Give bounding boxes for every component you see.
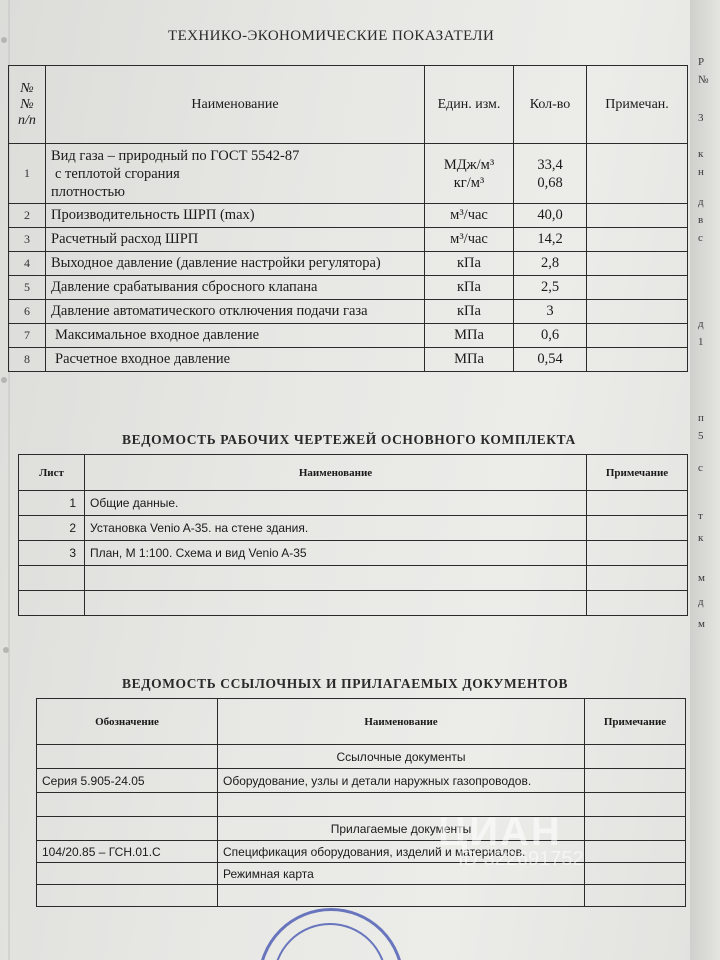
row-name: Режимная карта [218, 863, 585, 885]
row-note [587, 566, 688, 591]
company-stamp [258, 908, 404, 960]
header-name: Наименование [46, 66, 425, 144]
table-row [9, 324, 688, 348]
edge-char: д [698, 596, 704, 608]
row-name [85, 566, 587, 591]
tech-indicators-table [8, 65, 688, 372]
drawings-title: ВЕДОМОСТЬ РАБОЧИХ ЧЕРТЕЖЕЙ ОСНОВНОГО КОМПЛЕКТА [122, 432, 576, 447]
row-name: Спецификация оборудования, изделий и материалов. [218, 841, 585, 863]
row-name: Выходное давление (давление настройки регулятора) [46, 252, 425, 276]
header-qty: Кол-во [514, 66, 587, 144]
table-row [9, 300, 688, 324]
row-designation [37, 793, 218, 817]
row-num: 4 [9, 252, 46, 276]
row-name: Общие данные. [85, 491, 587, 516]
table-row [9, 252, 688, 276]
header-name: Наименование [85, 455, 587, 491]
edge-char: с [698, 462, 703, 474]
row-num: 2 [9, 204, 46, 228]
row-note [587, 491, 688, 516]
edge-char: с [698, 232, 703, 244]
table-row [37, 793, 686, 817]
row-num: 7 [9, 324, 46, 348]
row-unit: м³/час [425, 228, 514, 252]
row-qty: 0,54 [514, 348, 587, 372]
row-name [85, 591, 587, 616]
row-note [587, 300, 688, 324]
documents-table [36, 698, 686, 907]
row-note [587, 516, 688, 541]
row-note [587, 276, 688, 300]
row-sheet [19, 591, 85, 616]
row-unit: кПа [425, 276, 514, 300]
adjacent-page-edge [690, 0, 720, 960]
row-sheet: 2 [19, 516, 85, 541]
edge-char: м [698, 618, 705, 630]
row-note [587, 144, 688, 204]
row-note [587, 252, 688, 276]
row-num: 6 [9, 300, 46, 324]
documents-title: ВЕДОМОСТЬ ССЫЛОЧНЫХ И ПРИЛАГАЕМЫХ ДОКУМЕНТОВ [122, 676, 569, 691]
row-note [585, 793, 686, 817]
table-row [9, 276, 688, 300]
table-row [9, 228, 688, 252]
edge-char: м [698, 572, 705, 584]
edge-char: т [698, 510, 703, 522]
table-row [9, 348, 688, 372]
density-line: плотностью [51, 183, 125, 200]
header-note: Примечание [587, 455, 688, 491]
row-name: Давление автоматического отключения подачи газа [46, 300, 425, 324]
row-qty: 2,8 [514, 252, 587, 276]
stamp-inner-ring [273, 923, 387, 960]
qty-heat: 33,4 [537, 156, 563, 173]
header-unit: Един. изм. [425, 66, 514, 144]
table-row [37, 745, 686, 769]
row-num: 3 [9, 228, 46, 252]
table-row [19, 541, 688, 566]
row-designation: 104/20.85 – ГСН.01.С [37, 841, 218, 863]
edge-char: № [698, 74, 709, 86]
row-note [585, 769, 686, 793]
table-row [19, 516, 688, 541]
header-note: Примечан. [587, 66, 688, 144]
row-unit: МПа [425, 348, 514, 372]
table-row [19, 566, 688, 591]
row-note [587, 204, 688, 228]
row-unit: МПа [425, 324, 514, 348]
table-row [37, 863, 686, 885]
row-name: Максимальное входное давление [46, 324, 425, 348]
row-name: Расчетный расход ШРП [46, 228, 425, 252]
edge-char: к [698, 148, 704, 160]
header-designation: Обозначение [37, 699, 218, 745]
watermark-id: ID 322691752 [458, 848, 584, 870]
qty-density: 0,68 [537, 174, 563, 191]
edge-char: 1 [698, 336, 704, 348]
table-row [9, 144, 688, 204]
table-row [37, 769, 686, 793]
row-unit: кПа [425, 300, 514, 324]
heat-value-line: с теплотой сгорания [55, 165, 180, 182]
header-sheet: Лист [19, 455, 85, 491]
row-qty: 40,0 [514, 204, 587, 228]
table-row [19, 591, 688, 616]
row-note [587, 541, 688, 566]
edge-char: п [698, 412, 704, 424]
row-note [587, 591, 688, 616]
row-note [585, 841, 686, 863]
unit-density: кг/м³ [453, 174, 485, 191]
gas-type-line: Вид газа – природный по ГОСТ 5542-87 [51, 147, 300, 164]
edge-char: д [698, 196, 704, 208]
row-designation [37, 745, 218, 769]
table-row [37, 817, 686, 841]
row-note [587, 348, 688, 372]
row-designation [37, 885, 218, 907]
row-name: Давление срабатывания сбросного клапана [46, 276, 425, 300]
header-note: Примечание [585, 699, 686, 745]
row-name: Расчетное входное давление [46, 348, 425, 372]
row-designation [37, 863, 218, 885]
attached-section-label: Прилагаемые документы [218, 817, 585, 841]
row-note [585, 745, 686, 769]
header-num: №№ п/п [9, 66, 46, 144]
table-row [37, 885, 686, 907]
row-unit: кПа [425, 252, 514, 276]
unit-heat: МДж/м³ [443, 156, 495, 173]
row-note [585, 817, 686, 841]
row-note [587, 228, 688, 252]
row-designation: Серия 5.905-24.05 [37, 769, 218, 793]
row-designation [37, 817, 218, 841]
table-row [37, 841, 686, 863]
row-num: 1 [9, 144, 46, 204]
row-qty: 2,5 [514, 276, 587, 300]
watermark-logo: ЦИАН [438, 810, 562, 854]
row-note [585, 885, 686, 907]
row-sheet: 3 [19, 541, 85, 566]
drawings-table [18, 454, 688, 616]
row-qty: 3 [514, 300, 587, 324]
row-sheet: 1 [19, 491, 85, 516]
header-name: Наименование [218, 699, 585, 745]
row-note [585, 863, 686, 885]
edge-char: д [698, 318, 704, 330]
row-name: Оборудование, узлы и детали наружных газопроводов. [218, 769, 585, 793]
watermark [438, 810, 584, 870]
row-qty: 14,2 [514, 228, 587, 252]
row-note [587, 324, 688, 348]
edge-char: Р [698, 56, 705, 68]
reference-section-label: Ссылочные документы [218, 745, 585, 769]
row-name: Установка Venio A-35. на стене здания. [85, 516, 587, 541]
table-row [19, 491, 688, 516]
edge-char: к [698, 532, 704, 544]
row-qty: 0,6 [514, 324, 587, 348]
row-name [218, 885, 585, 907]
table-row [9, 204, 688, 228]
row-num: 5 [9, 276, 46, 300]
edge-char: н [698, 166, 704, 178]
edge-char: 3 [698, 112, 704, 124]
tech-indicators-title: ТЕХНИКО-ЭКОНОМИЧЕСКИЕ ПОКАЗАТЕЛИ [168, 28, 495, 44]
row-num: 8 [9, 348, 46, 372]
row-unit: м³/час [425, 204, 514, 228]
row-name: План, М 1:100. Схема и вид Venio A-35 [85, 541, 587, 566]
edge-char: в [698, 214, 704, 226]
edge-char: 5 [698, 430, 704, 442]
row-name: Производительность ШРП (max) [46, 204, 425, 228]
row-sheet [19, 566, 85, 591]
